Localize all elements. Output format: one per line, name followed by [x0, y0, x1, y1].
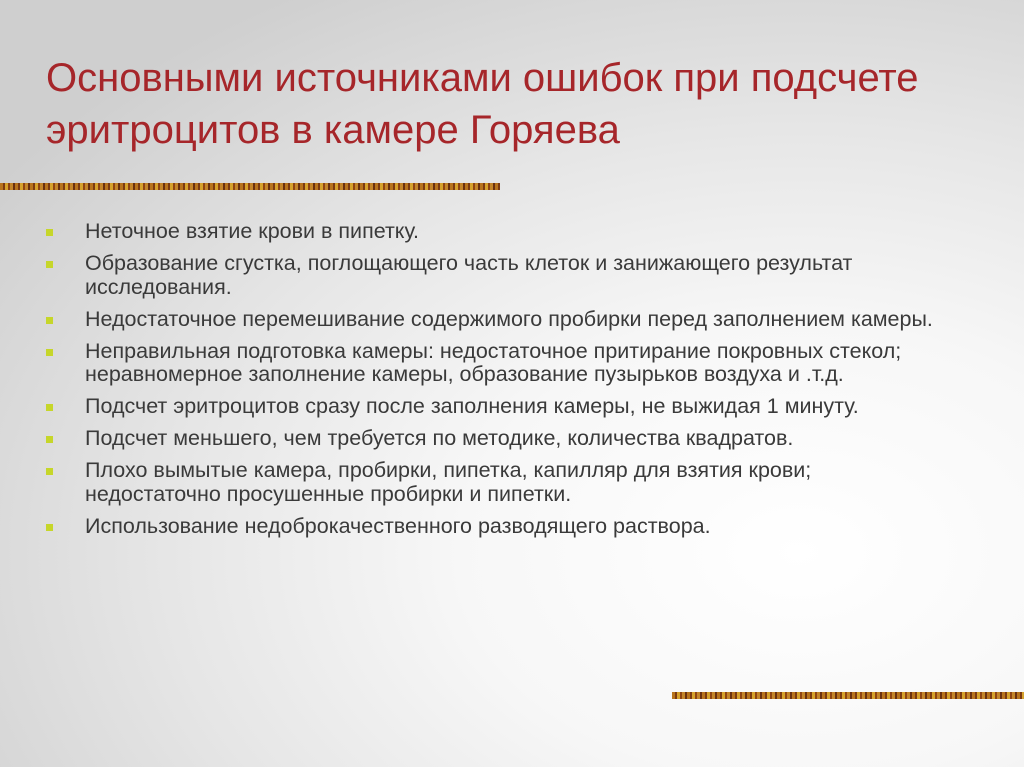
list-item — [44, 308, 944, 332]
list-item — [44, 395, 944, 419]
square-bullet-icon — [46, 229, 53, 236]
square-bullet-icon — [46, 404, 53, 411]
list-item-text: Плохо вымытые камера, пробирки, пипетка, капилляр для взятия крови; недостаточно просушенные пробирки и пипетки. — [85, 458, 812, 506]
square-bullet-icon — [46, 468, 53, 475]
list-item-text: Использование недоброкачественного разводящего раствора. — [85, 513, 711, 538]
list-item-text: Неправильная подготовка камеры: недостаточное притирание покровных стекол; неравномерное заполнение камеры, образование пузырьков воздуха и .т.д. — [85, 338, 902, 386]
list-item — [44, 459, 944, 506]
list-item-text: Подсчет эритроцитов сразу после заполнения камеры, не выжидая 1 минуту. — [85, 394, 859, 418]
square-bullet-icon — [46, 349, 53, 356]
square-bullet-icon — [46, 317, 53, 324]
list-item-text: Подсчет меньшего, чем требуется по методике, количества квадратов. — [85, 426, 794, 450]
list-item-text: Недостаточное перемешивание содержимого пробирки перед заполнением камеры. — [85, 306, 933, 331]
list-item-text: Образование сгустка, поглощающего часть клеток и занижающего результат исследования. — [85, 251, 853, 299]
square-bullet-icon — [46, 436, 53, 443]
square-bullet-icon — [46, 524, 53, 531]
list-item — [44, 427, 944, 451]
list-item — [44, 340, 944, 387]
slide-title: Основными источниками ошибок при подсчете эритроцитов в камере Горяева — [46, 56, 919, 152]
footer-divider — [672, 692, 1024, 699]
list-item — [44, 220, 944, 244]
square-bullet-icon — [46, 261, 53, 268]
title-divider — [0, 183, 500, 190]
list-item — [44, 515, 944, 539]
list-item-text: Неточное взятие крови в пипетку. — [85, 219, 420, 243]
bullet-list — [44, 220, 944, 547]
list-item — [44, 252, 944, 299]
